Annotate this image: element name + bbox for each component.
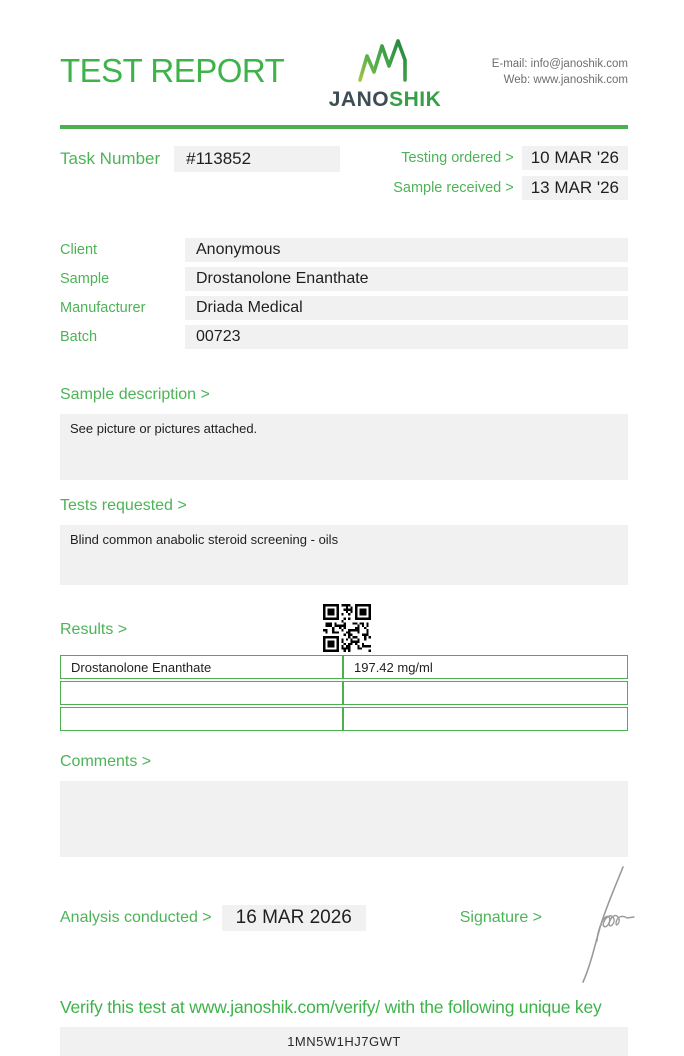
client-row (60, 238, 628, 262)
header-divider (60, 125, 628, 129)
sample-label: Sample (60, 271, 110, 287)
contact-web: Web: www.janoshik.com (503, 74, 628, 86)
sample-description-box: See picture or pictures attached. (60, 414, 628, 480)
sample-received-row (393, 176, 628, 200)
task-number-group (60, 146, 340, 200)
result-name-cell (60, 681, 343, 705)
unique-key-box: 1MN5W1HJ7GWT (60, 1027, 628, 1056)
results-heading: Results > (60, 621, 128, 638)
analysis-group (60, 905, 366, 931)
logo-wordmark (329, 88, 442, 112)
sample-info-section (60, 238, 628, 349)
batch-row (60, 325, 628, 349)
signature-label: Signature > (459, 909, 542, 926)
batch-label: Batch (60, 329, 98, 345)
result-name-cell: Drostanolone Enanthate (60, 655, 343, 679)
results-header (60, 621, 628, 641)
page-title: TEST REPORT (60, 52, 285, 89)
sample-received-label: Sample received > (393, 180, 514, 196)
testing-ordered-row (393, 146, 628, 170)
janoshik-logo (329, 38, 442, 112)
sample-received-value: 13 MAR '26 (522, 176, 628, 200)
manufacturer-row (60, 296, 628, 320)
client-value: Anonymous (185, 238, 628, 262)
testing-ordered-label: Testing ordered > (401, 150, 514, 166)
tests-requested-box: Blind common anabolic steroid screening - oils (60, 525, 628, 585)
table-row (60, 655, 628, 679)
result-value-cell (343, 681, 628, 705)
comments-heading: Comments > (60, 753, 152, 770)
analysis-conducted-label: Analysis conducted > (60, 909, 212, 926)
qr-code (323, 604, 371, 652)
result-name-cell (60, 707, 343, 731)
logo-text-dark: JANO (328, 88, 390, 111)
task-number-value: #113852 (174, 146, 340, 172)
logo-text-green: SHIK (389, 88, 442, 111)
comments-box (60, 781, 628, 857)
task-section (60, 146, 628, 200)
result-value-cell: 197.42 mg/ml (343, 655, 628, 679)
result-value-cell (343, 707, 628, 731)
verify-text: Verify this test at www.janoshik.com/verify/ with the following unique key (60, 997, 602, 1017)
sample-row (60, 267, 628, 291)
client-label: Client (60, 242, 98, 258)
sample-description-heading: Sample description > (60, 386, 210, 403)
chart-logo-icon (354, 38, 416, 87)
batch-value: 00723 (185, 325, 628, 349)
contact-email: E-mail: info@janoshik.com (491, 58, 628, 70)
testing-ordered-value: 10 MAR '26 (522, 146, 628, 170)
sample-value: Drostanolone Enanthate (185, 267, 628, 291)
footer-row (60, 903, 628, 933)
manufacturer-value: Driada Medical (185, 296, 628, 320)
contact-info (492, 56, 628, 112)
task-number-label: Task Number (60, 149, 161, 168)
results-table (60, 653, 628, 733)
header (0, 0, 684, 112)
table-row (60, 707, 628, 731)
analysis-conducted-value: 16 MAR 2026 (222, 905, 366, 931)
tests-requested-heading: Tests requested > (60, 497, 187, 514)
table-row (60, 681, 628, 705)
signature-icon (550, 861, 642, 990)
dates-group (393, 146, 628, 200)
manufacturer-label: Manufacturer (60, 300, 146, 316)
